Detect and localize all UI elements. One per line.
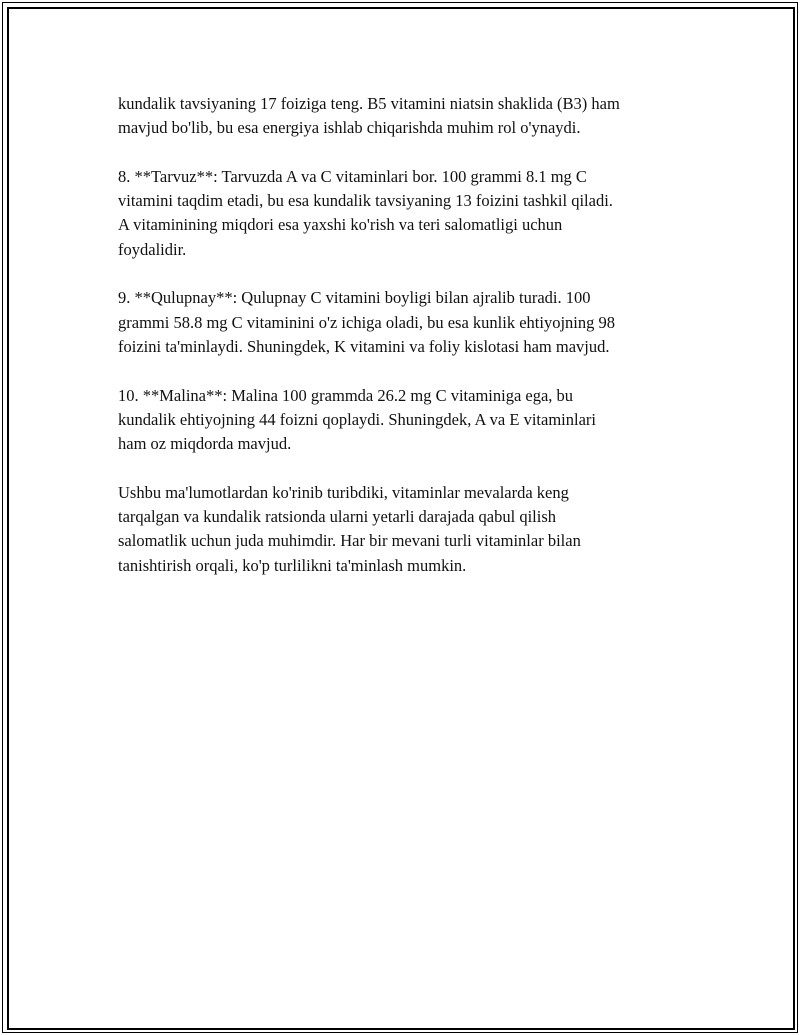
paragraph-qulupnay: 9. **Qulupnay**: Qulupnay C vitamini boyligi bilan ajralib turadi. 100 grammi 58.8 mg C vitaminini o'z ichiga oladi, bu esa kunlik ehtiyojning 98 foizini ta'minlaydi. Shuningdek, K vitamini va foliy kislotasi ham mavjud. [118,288,615,356]
paragraph-b5-vitamin: kundalik tavsiyaning 17 foiziga teng. B5 vitamini niatsin shaklida (B3) ham mavjud bo'lib, bu esa energiya ishlab chiqarishda muhim rol o'ynaydi. [118,94,620,138]
document-body [118,92,698,602]
paragraph-malina: 10. **Malina**: Malina 100 grammda 26.2 mg C vitaminiga ega, bu kundalik ehtiyojning 44 foizni qoplaydi. Shuningdek, A va E vitaminlari ham oz miqdorda mavjud. [118,385,596,454]
paragraph-conclusion: Ushbu ma'lumotlardan ko'rinib turibdiki, vitaminlar mevalarda keng tarqalgan va kundalik ratsionda ularni yetarli darajada qabul qilish salomatlik uchun juda muhimdir. Har bir mevani turli vitaminlar bilan tanishtirish orqali, ko'p turlilikni ta'minlash mumkin. [118,482,581,575]
paragraph-tarvuz: 8. **Tarvuz**: Tarvuzda A va C vitaminlari bor. 100 grammi 8.1 mg C vitamini taqdim etadi, bu esa kundalik tavsiyaning 13 foizini tashkil qiladi. A vitaminining miqdori esa yaxshi ko'rish va teri salomatligi uchun foydalidir. [118,166,613,259]
